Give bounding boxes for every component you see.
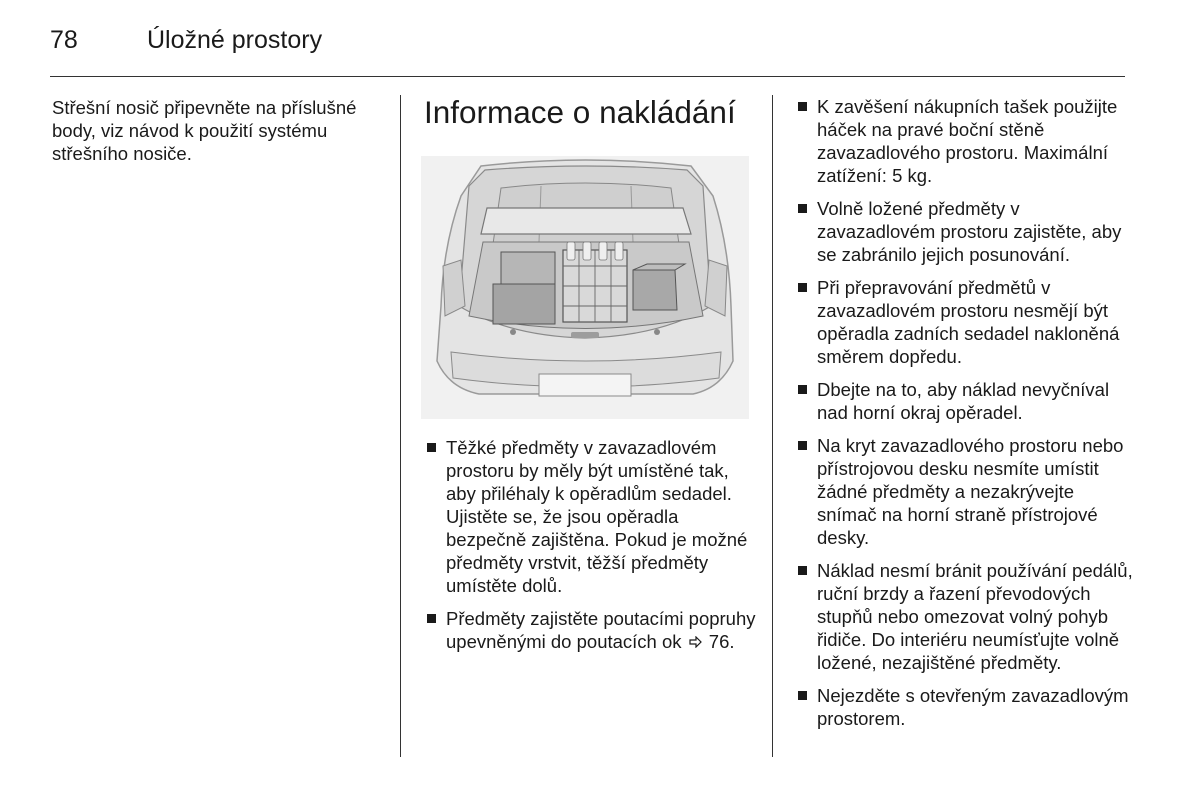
column-divider-left [400, 95, 401, 757]
bullet-square-icon [798, 102, 807, 111]
loading-instructions-list-2 [797, 95, 1137, 740]
bullet-square-icon [427, 443, 436, 452]
list-item-text: K zavěšení nákupních tašek použijte háček na pravé boční stěně zavazadlového prostoru. Maximální zatížení: 5 kg. [817, 96, 1118, 186]
list-item-text: Na kryt zavazadlového prostoru nebo přístrojovou desku nesmíte umístit žádné předměty a nezakrývejte snímač na horní straně přístrojové desky. [817, 435, 1124, 548]
list-item-text: Předměty zajistěte poutacími popruhy upevněnými do poutacích ok [446, 608, 756, 652]
list-item [426, 436, 756, 597]
list-item [797, 95, 1137, 187]
bullet-square-icon [798, 204, 807, 213]
list-item-text: Náklad nesmí bránit používání pedálů, ruční brzdy a řazení převodových stupňů nebo omezovat volný pohyb řidiče. Do interiéru neumísťujte volně ložené, nezajištěné předměty. [817, 560, 1133, 673]
page-header [50, 22, 1125, 77]
list-item-text: Při přepravování předmětů v zavazadlovém prostoru nesmějí být opěradla zadních sedadel nakloněná směrem dopředu. [817, 277, 1120, 367]
list-item-text: Těžké předměty v zavazadlovém prostoru by měly být umístěné tak, aby přiléhaly k opěradlům sedadel. Ujistěte se, že jsou opěradla bezpečně zajištěna. Pokud je možné předměty vrstvit, těžší předměty umístěte dolů. [446, 437, 748, 596]
bullet-square-icon [798, 441, 807, 450]
chapter-title: Úložné prostory [147, 26, 323, 54]
column-divider-right [772, 95, 773, 757]
roof-rack-paragraph: Střešní nosič připevněte na příslušné body, viz návod k použití systému střešního nosiče. [52, 97, 357, 164]
car-rear-trunk-drawing [421, 156, 749, 419]
list-item [797, 684, 1137, 730]
list-item [797, 197, 1137, 266]
bullet-square-icon [798, 283, 807, 292]
list-item-text: Nejezděte s otevřeným zavazadlovým prostorem. [817, 685, 1129, 729]
loading-instructions-list-1 [426, 436, 756, 663]
list-item [797, 434, 1137, 549]
list-item-text: Volně ložené předměty v zavazadlovém prostoru zajistěte, aby se zabránilo jejich posunování. [817, 198, 1122, 265]
page-number: 78 [50, 26, 78, 54]
page-reference-number[interactable]: 76. [708, 631, 735, 652]
list-item-text: Dbejte na to, aby náklad nevyčníval nad horní okraj opěradel. [817, 379, 1110, 423]
bullet-square-icon [427, 614, 436, 623]
trunk-loading-illustration [421, 156, 749, 419]
list-item [426, 607, 756, 653]
section-heading: Informace o nakládání [424, 94, 736, 130]
bullet-square-icon [798, 566, 807, 575]
list-item [797, 276, 1137, 368]
list-item [797, 559, 1137, 674]
page-reference-arrow-icon[interactable] [689, 630, 702, 653]
bullet-square-icon [798, 691, 807, 700]
list-item [797, 378, 1137, 424]
bullet-square-icon [798, 385, 807, 394]
